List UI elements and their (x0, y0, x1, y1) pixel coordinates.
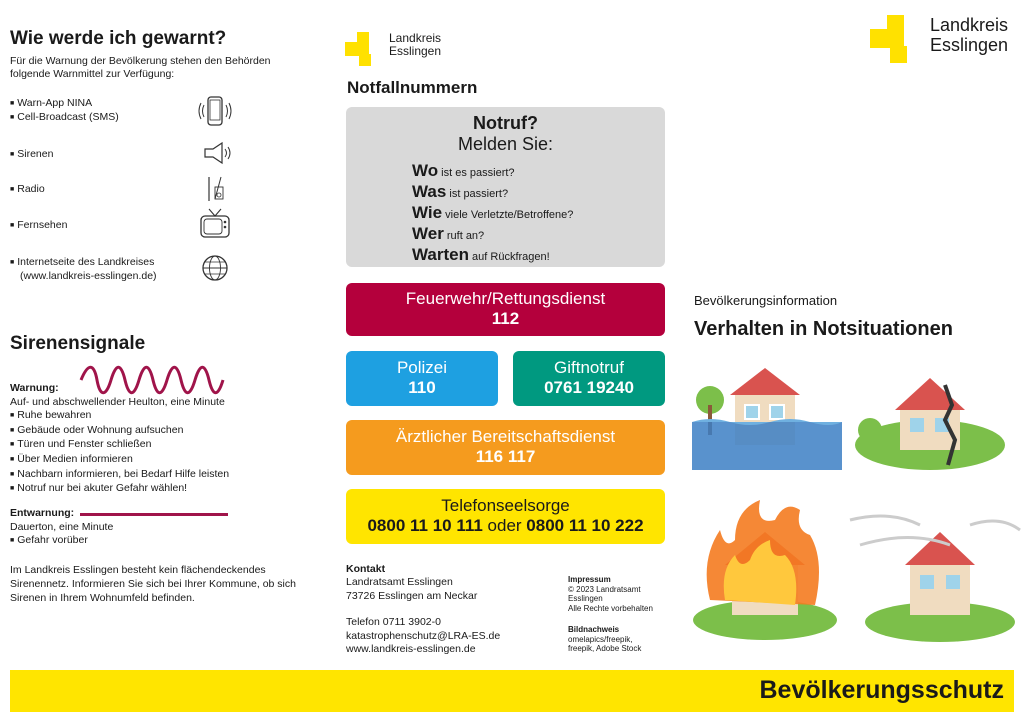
storm-house-icon (850, 516, 1020, 642)
fire-house-icon (693, 500, 837, 640)
notruf-question: Was ist passiert? (412, 182, 509, 201)
info-subtitle: Bevölkerungsinformation (694, 293, 838, 308)
impressum-block: Impressum © 2023 Landratsamt Esslingen Alle Rechte vorbehalten Bildnachweis omelapics/freepik, freepik, Adobe Stock (568, 575, 653, 653)
notruf-question: Wo ist es passiert? (412, 161, 515, 180)
notruf-question: Wie viele Verletzte/Betroffene? (412, 203, 574, 222)
warnung-desc: Auf- und abschwellender Heulton, eine Minute (10, 395, 225, 408)
siren-note: Im Landkreis Esslingen besteht kein flächendeckendes Sirenennetz. Informieren Sie sich bei Ihrer Kommune, ob sich Sirenen in Ihrem Wohnumfeld befinden. (10, 564, 296, 604)
feuerwehr-box: Feuerwehr/Rettungsdienst 112 (346, 283, 665, 336)
notruf-question: Wer ruft an? (412, 224, 485, 243)
footer-title: Bevölkerungsschutz (759, 676, 1004, 704)
list-item: ■ Gefahr vorüber (10, 534, 310, 549)
siren-title: Sirenensignale (10, 333, 146, 354)
list-item: ■ Über Medien informieren (10, 453, 310, 468)
landkreis-logo-icon (345, 32, 379, 66)
footer-bar (10, 670, 1014, 712)
logo-large: Landkreis Esslingen (870, 15, 916, 68)
warnung-block (10, 382, 310, 497)
notruf-box: Notruf? Melden Sie: Wo ist es passiert? Was ist passiert? Wie viele Verletzte/Betroffene? Wer ruft an? Warten auf Rückfragen! (346, 107, 665, 267)
kontakt-block: Kontakt Landratsamt Esslingen 73726 Esslingen am Neckar Telefon 0711 3902-0 katastrophenschutz@LRA-ES.de www.landkreis-esslingen.de (346, 563, 501, 656)
landkreis-logo-icon (870, 15, 916, 63)
list-item: ■ Notruf nur bei akuter Gefahr wählen! (10, 482, 310, 497)
smartphone-icon (195, 95, 235, 129)
logo-small: Landkreis Esslingen (345, 32, 379, 71)
list-item: ■ Ruhe bewahren (10, 409, 310, 424)
tv-icon (195, 205, 235, 241)
aerztlich-box: Ärztlicher Bereitschaftsdienst 116 117 (346, 420, 665, 475)
radio-icon (195, 173, 235, 203)
warnmittel-fernsehen: ■ Fernsehen (10, 219, 310, 233)
entwarnung-block (10, 507, 310, 549)
list-item: ■ Türen und Fenster schließen (10, 438, 310, 453)
disaster-illustrations (690, 360, 1024, 650)
megaphone-icon (195, 140, 235, 166)
warnmittel-radio: ■ Radio (10, 183, 310, 197)
web-link[interactable]: www.landkreis-esslingen.de (346, 643, 476, 656)
warnmittel-sirenen: ■ Sirenen (10, 148, 310, 162)
flood-house-icon (692, 368, 842, 470)
info-title: Verhalten in Notsituationen (694, 318, 953, 340)
email-link[interactable]: katastrophenschutz@LRA-ES.de (346, 629, 501, 642)
warnung-label: Warnung: (10, 382, 59, 394)
list-item: ■ Nachbarn informieren, bei Bedarf Hilfe leisten (10, 468, 310, 483)
notruf-question: Warten auf Rückfragen! (412, 245, 550, 264)
numbers-title: Notfallnummern (347, 78, 478, 97)
warning-intro: Für die Warnung der Bevölkerung stehen den Behörden folgende Warnmittel zur Verfügung: (10, 55, 271, 80)
warning-title: Wie werde ich gewarnt? (10, 28, 227, 49)
warnmittel-app: ■ Warn-App NINA ■ Cell-Broadcast (SMS) (10, 97, 310, 125)
globe-icon (195, 253, 235, 283)
giftnotruf-box: Giftnotruf 0761 19240 (513, 351, 665, 406)
seelsorge-box: Telefonseelsorge 0800 11 10 111 oder 0800 11 10 222 (346, 489, 665, 544)
warnmittel-internet: ■ Internetseite des Landkreises (www.landkreis-esslingen.de) (10, 256, 310, 283)
earthquake-house-icon (855, 378, 1005, 470)
polizei-box: Polizei 110 (346, 351, 498, 406)
list-item: ■ Gebäude oder Wohnung aufsuchen (10, 424, 310, 439)
entwarnung-label: Entwarnung: (10, 507, 75, 519)
entwarnung-desc: Dauerton, eine Minute (10, 520, 114, 533)
